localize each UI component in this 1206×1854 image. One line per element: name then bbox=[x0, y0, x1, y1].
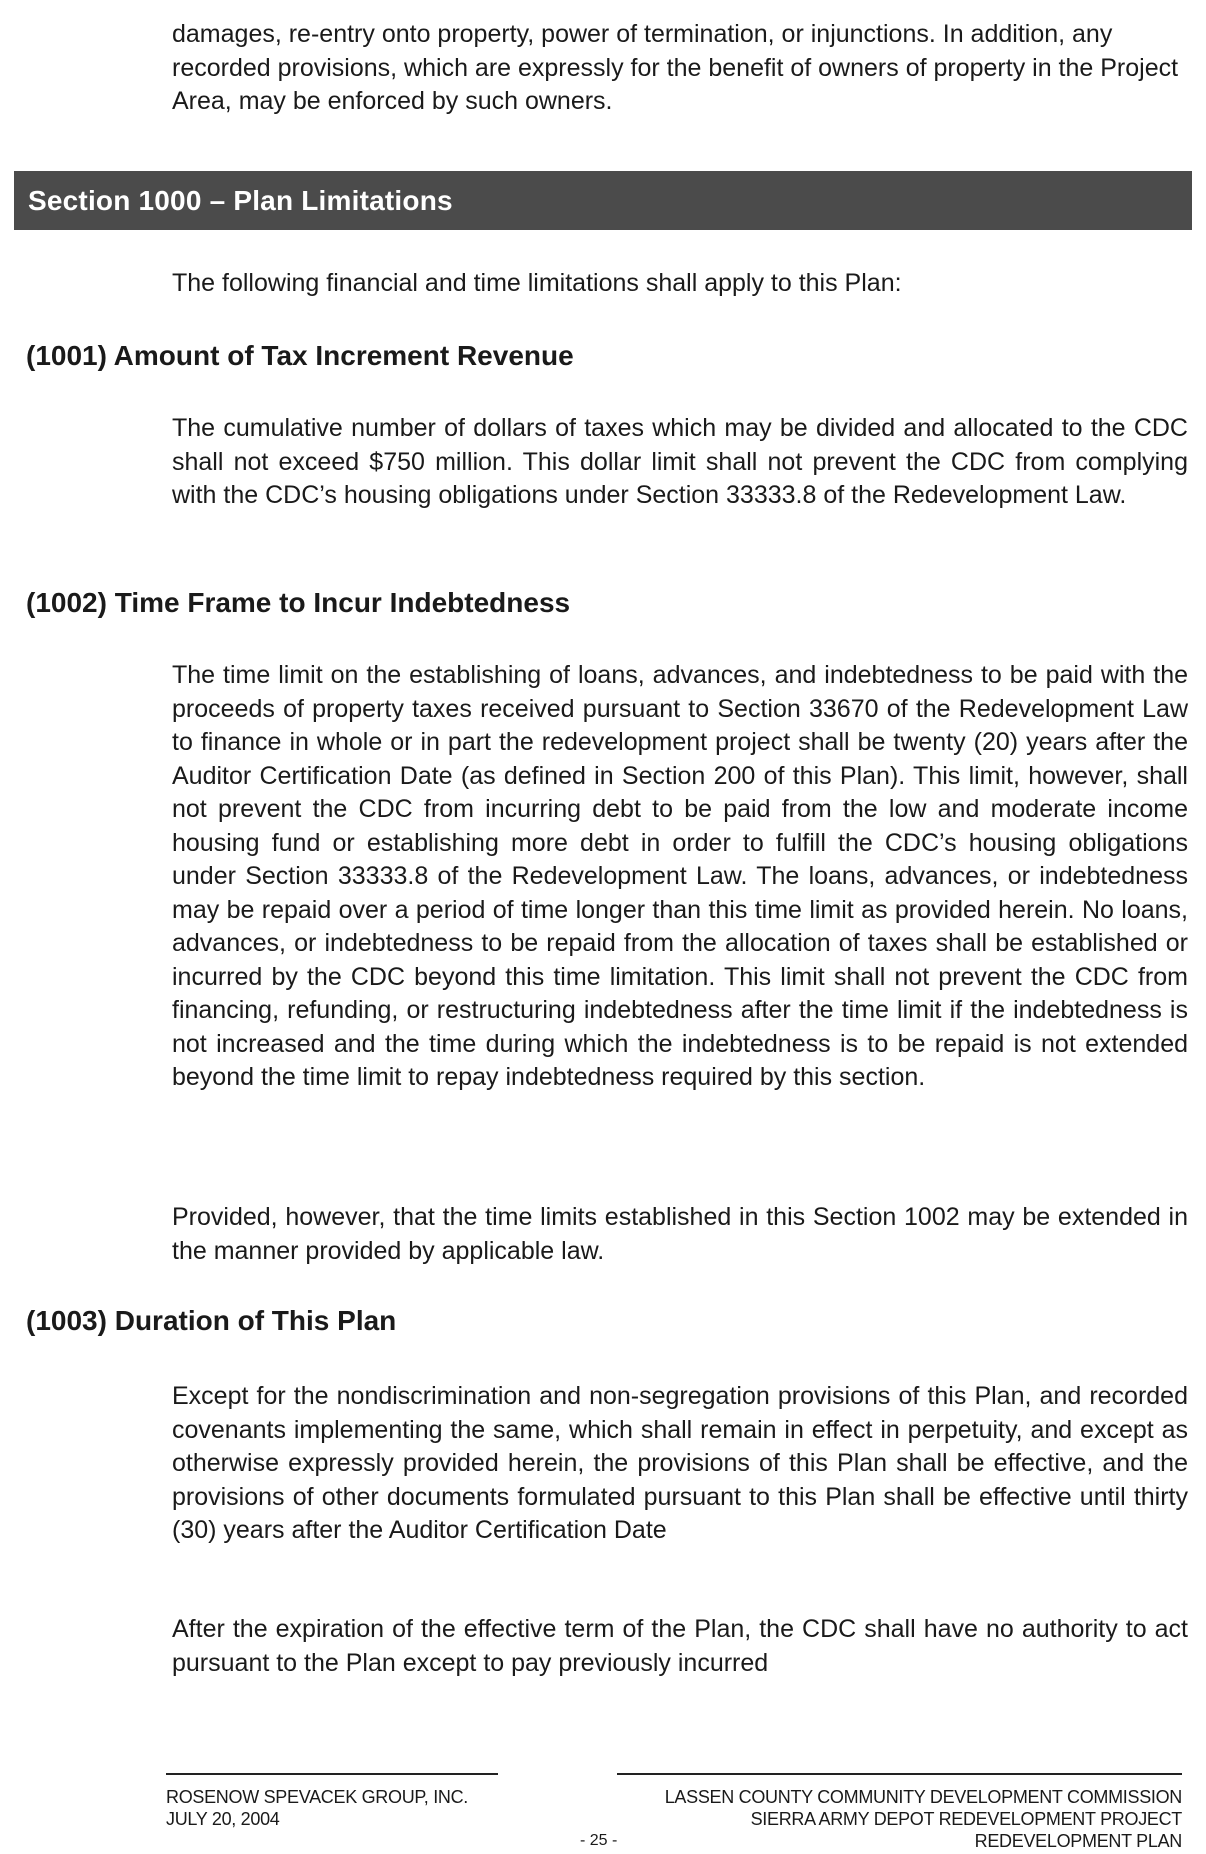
footer-rule-left bbox=[166, 1773, 498, 1775]
section-intro: The following financial and time limitations shall apply to this Plan: bbox=[172, 269, 902, 297]
footer-project: SIERRA ARMY DEPOT REDEVELOPMENT PROJECT bbox=[750, 1809, 1182, 1829]
footer-rule-right bbox=[617, 1773, 1182, 1775]
subsection-heading-1001: (1001) Amount of Tax Increment Revenue bbox=[26, 340, 574, 371]
subsection-heading-1002: (1002) Time Frame to Incur Indebtedness bbox=[26, 587, 571, 618]
footer-left-block bbox=[166, 1786, 468, 1830]
subsection-1002-paragraph-1: The time limit on the establishing of loans, advances, and indebtedness to be paid with the proceeds of property taxes received pursuant to Section 33670 of the Redevelopment Law to finance in whole or in part the redevelopment project shall be twenty (20) years after the Auditor Certification Date (as defined in Section 200 of this Plan). This limit, however, shall not prevent the CDC from incurring debt to be paid from the low and moderate income housing fund or establishing more debt in order to fulfill the CDC’s housing obligations under Section 33333.8 of the Redevelopment Law. The loans, advances, or indebtedness may be repaid over a period of time longer than this time limit as provided herein. No loans, advances, or indebtedness to be repaid from the allocation of taxes shall be established or incurred by the CDC beyond this time limitation. This limit shall not prevent the CDC from financing, refunding, or restructuring indebtedness after the time limit if the indebtedness is not increased and the time during which the indebtedness is to be repaid is not extended beyond the time limit to repay indebtedness required by this section. bbox=[172, 661, 1188, 1091]
intro-paragraph: damages, re-entry onto property, power of termination, or injunctions. In addition, any recorded provisions, which are expressly for the benefit of owners of property in the Project Area, may be enforced by such owners. bbox=[172, 20, 1179, 115]
subsection-1003-paragraph-2: After the expiration of the effective term of the Plan, the CDC shall have no authority to act pursuant to the Plan except to pay previously incurred bbox=[172, 1615, 1188, 1677]
subsection-1002-paragraph-2: Provided, however, that the time limits established in this Section 1002 may be extended in the manner provided by applicable law. bbox=[172, 1203, 1188, 1265]
section-banner bbox=[14, 171, 1192, 230]
page-number: - 25 - bbox=[580, 1832, 618, 1849]
subsection-heading-1003: (1003) Duration of This Plan bbox=[26, 1305, 397, 1336]
subsection-1001-paragraph: The cumulative number of dollars of taxes which may be divided and allocated to the CDC shall not exceed $750 million. This dollar limit shall not prevent the CDC from complying with the CDC’s housing obligations under Section 33333.8 of the Redevelopment Law. bbox=[172, 414, 1188, 509]
section-banner-title: Section 1000 – Plan Limitations bbox=[28, 184, 453, 216]
footer-commission: LASSEN COUNTY COMMUNITY DEVELOPMENT COMMISSION bbox=[664, 1787, 1182, 1807]
footer-right-block bbox=[665, 1786, 1182, 1852]
subsection-1003-paragraph-1: Except for the nondiscrimination and non-segregation provisions of this Plan, and recorded covenants implementing the same, which shall remain in effect in perpetuity, and except as otherwise expressly provided herein, the provisions of this Plan shall be effective, and the provisions of other documents formulated pursuant to this Plan shall be effective until thirty (30) years after the Auditor Certification Date bbox=[172, 1382, 1188, 1544]
footer-company: ROSENOW SPEVACEK GROUP, INC. bbox=[166, 1787, 468, 1807]
footer-date: JULY 20, 2004 bbox=[166, 1809, 280, 1829]
footer-document-title: REDEVELOPMENT PLAN bbox=[974, 1831, 1182, 1851]
